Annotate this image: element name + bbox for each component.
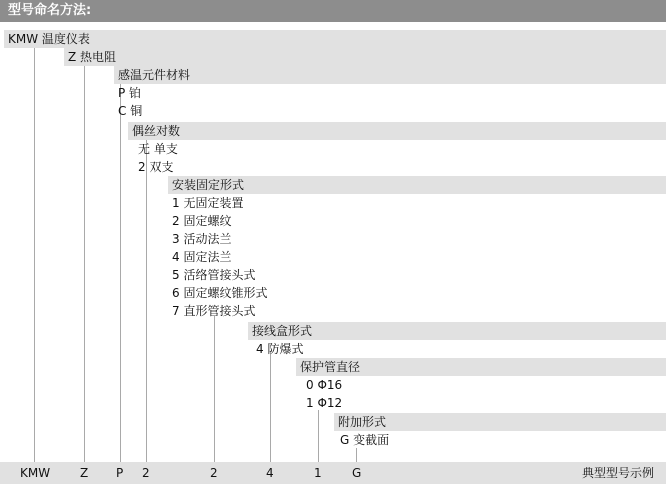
example-code-pair: 2 [142,466,150,480]
band-kmw: KMW 温度仪表 [4,30,666,48]
option-diameter-1: 1 Φ12 [306,396,343,410]
connector-line-pair [146,140,147,462]
band-diameter: 保护管直径 [296,358,666,376]
band-box: 接线盒形式 [248,322,666,340]
option-install-6: 6 固定螺纹锥形式 [172,286,268,300]
option-extra-g: G 变截面 [340,433,390,447]
example-code-extra: G [352,466,362,480]
option-install-2: 2 固定螺纹 [172,214,232,228]
option-material-p: P 铂 [118,86,142,100]
connector-line-install [214,316,215,462]
option-box-4: 4 防爆式 [256,342,304,356]
connector-line-extra [356,448,357,462]
example-code-diameter: 1 [314,466,322,480]
example-label: 典型型号示例 [581,466,654,480]
option-install-3: 3 活动法兰 [172,232,232,246]
option-diameter-0: 0 Φ16 [306,378,343,392]
option-material-c: C 铜 [118,104,143,118]
option-pair-single: 无 单支 [138,142,178,156]
connector-line-diameter [318,410,319,462]
example-code-box: 4 [266,466,274,480]
example-row [0,462,666,484]
band-z: Z 热电阻 [64,48,666,66]
band-extra: 附加形式 [334,413,666,431]
option-install-4: 4 固定法兰 [172,250,232,264]
section-title: 型号命名方法: [0,0,666,22]
connector-line-box [270,352,271,462]
example-code-kmw: KMW [20,466,51,480]
option-install-1: 1 无固定装置 [172,196,244,210]
band-install: 安装固定形式 [168,176,666,194]
connector-line-kmw [34,46,35,462]
option-install-7: 7 直形管接头式 [172,304,256,318]
example-code-material: P [116,466,124,480]
connector-line-z [84,46,85,462]
option-install-5: 5 活络管接头式 [172,268,256,282]
band-pair: 偶丝对数 [128,122,666,140]
example-code-z: Z [80,466,89,480]
band-material: 感温元件材料 [114,66,666,84]
example-code-install: 2 [210,466,218,480]
option-pair-double: 2 双支 [138,160,174,174]
